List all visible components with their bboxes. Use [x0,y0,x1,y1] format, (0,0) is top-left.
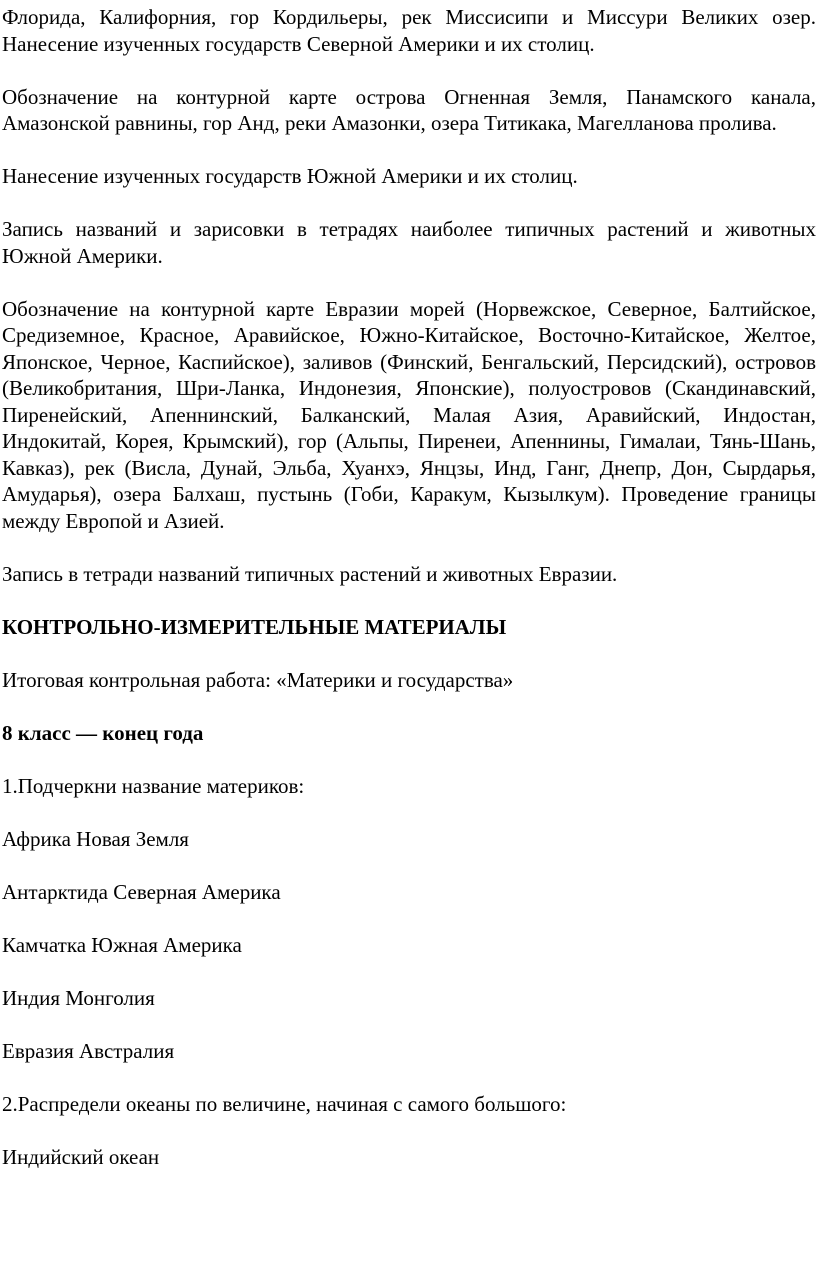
paragraph-south-america-flora-fauna: Запись названий и зарисовки в тетрадях наиболее типичных растений и животных Южной Америки. [2,217,816,268]
paragraph-eurasia-flora-fauna: Запись в тетради названий типичных растений и животных Евразии. [2,561,618,586]
question-2-prompt: 2.Распредели океаны по величине, начиная с самого большого: [2,1091,567,1116]
question-1-option: Индия Монголия [2,985,155,1010]
question-1-prompt: 1.Подчеркни название материков: [2,773,305,798]
paragraph-north-america: Флорида, Калифорния, гор Кордильеры, рек Миссисипи и Миссури Великих озер. Нанесение изученных государств Северной Америки и их столиц. [2,5,816,56]
test-title: Итоговая контрольная работа: «Материки и государства» [2,667,514,692]
question-1-option: Антарктида Северная Америка [2,879,281,904]
grade-heading: 8 класс — конец года [2,720,204,745]
paragraph-south-america-map: Обозначение на контурной карте острова Огненная Земля, Панамского канала, Амазонской равнины, гор Анд, реки Амазонки, озера Титикака, Магелланова пролива. [2,84,816,135]
section-heading: КОНТРОЛЬНО-ИЗМЕРИТЕЛЬНЫЕ МАТЕРИАЛЫ [2,614,507,639]
question-1-option: Камчатка Южная Америка [2,932,242,957]
paragraph-south-america-states: Нанесение изученных государств Южной Америки и их столиц. [2,164,578,188]
question-1-option: Евразия Австралия [2,1038,175,1063]
paragraph-eurasia-map: Обозначение на контурной карте Евразии морей (Норвежское, Северное, Балтийское, Средиземное, Красное, Аравийское, Южно-Китайское, Восточно-Китайское, Желтое, Японское, Черное, Каспийское), заливов (Финский, Бенгальский, Персидский), островов (Великобритания, Шри-Ланка, Индонезия, Японские), полуостровов (Скандинавский, Пиренейский, Апеннинский, Балканский, Малая Азия, Аравийский, Индостан, Индокитай, Корея, Крымский), гор (Альпы, Пиренеи, Апеннины, Гималаи, Тянь-Шань, Кавказ), рек (Висла, Дунай, Эльба, Хуанхэ, Янцзы, Инд, Ганг, Днепр, Дон, Сырдарья, Амударья), озера Балхаш, пустынь (Гоби, Каракум, Кызылкум). Проведение границы между Европой и Азией. [2,296,816,533]
question-2-option: Индийский океан [2,1144,160,1169]
question-1-option: Африка Новая Земля [2,826,189,851]
